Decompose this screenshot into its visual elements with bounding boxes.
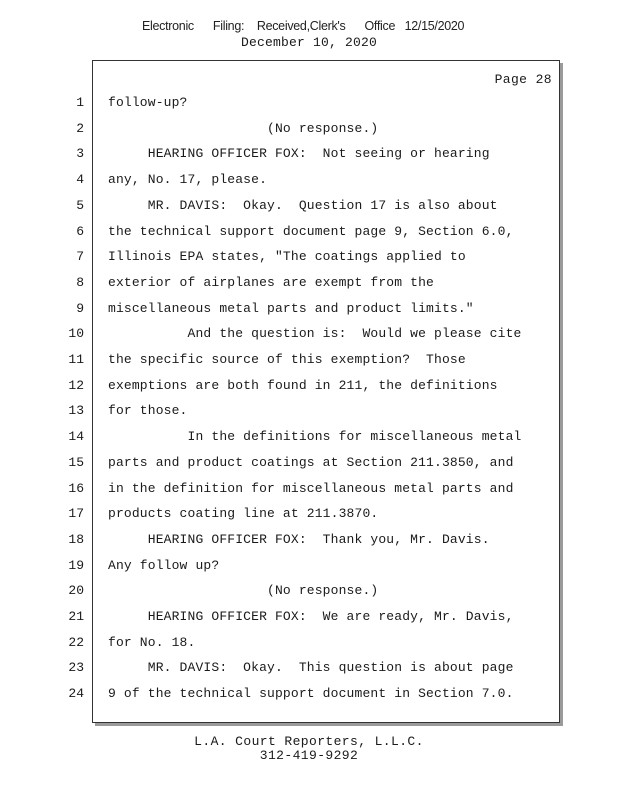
line-number: 7: [76, 249, 84, 264]
line-number: 23: [68, 660, 84, 675]
line-number: 12: [68, 378, 84, 393]
line-text: (No response.): [108, 583, 379, 598]
line-number: 24: [68, 686, 84, 701]
line-number: 10: [68, 326, 84, 341]
line-text: for No. 18.: [108, 635, 196, 650]
page-number: Page 28: [494, 72, 552, 87]
line-number: 19: [68, 558, 84, 573]
line-text: HEARING OFFICER FOX: Thank you, Mr. Davis.: [108, 532, 490, 547]
line-number: 13: [68, 403, 84, 418]
line-number: 15: [68, 455, 84, 470]
line-number: 2: [76, 121, 84, 136]
line-text: follow-up?: [108, 95, 188, 110]
line-number: 6: [76, 224, 84, 239]
line-text: exterior of airplanes are exempt from the: [108, 275, 435, 290]
line-text: MR. DAVIS: Okay. This question is about page: [108, 660, 514, 675]
filing-stamp: Electronic Filing: Received,Clerk's Office 12/15/2020: [142, 19, 465, 33]
line-number: 14: [68, 429, 84, 444]
line-number: 9: [76, 301, 84, 316]
line-text: Any follow up?: [108, 558, 220, 573]
line-number: 21: [68, 609, 84, 624]
reporter-company: L.A. Court Reporters, L.L.C.: [194, 734, 424, 749]
line-text: Illinois EPA states, "The coatings applied to: [108, 249, 466, 264]
reporter-phone: 312-419-9292: [259, 748, 359, 763]
line-number: 20: [68, 583, 84, 598]
line-text: any, No. 17, please.: [108, 172, 268, 187]
line-number: 16: [68, 481, 84, 496]
line-number: 18: [68, 532, 84, 547]
line-number: 5: [76, 198, 84, 213]
line-text: exemptions are both found in 211, the definitions: [108, 378, 498, 393]
line-text: HEARING OFFICER FOX: Not seeing or hearing: [108, 146, 490, 161]
line-text: for those.: [108, 403, 188, 418]
line-text: MR. DAVIS: Okay. Question 17 is also about: [108, 198, 498, 213]
line-text: in the definition for miscellaneous metal parts and: [108, 481, 514, 496]
line-text: the technical support document page 9, Section 6.0,: [108, 224, 514, 239]
line-text: And the question is: Would we please cite: [108, 326, 522, 341]
line-text: 9 of the technical support document in Section 7.0.: [108, 686, 514, 701]
line-text: miscellaneous metal parts and product limits.": [108, 301, 474, 316]
line-text: the specific source of this exemption? Those: [108, 352, 466, 367]
line-number: 3: [76, 146, 84, 161]
line-text: (No response.): [108, 121, 379, 136]
line-number: 8: [76, 275, 84, 290]
line-text: In the definitions for miscellaneous metal: [108, 429, 522, 444]
line-text: products coating line at 211.3870.: [108, 506, 379, 521]
line-text: parts and product coatings at Section 211.3850, and: [108, 455, 514, 470]
line-number: 11: [68, 352, 84, 367]
line-number: 17: [68, 506, 84, 521]
transcript-date: December 10, 2020: [240, 35, 378, 50]
line-number: 22: [68, 635, 84, 650]
line-number: 4: [76, 172, 84, 187]
line-text: HEARING OFFICER FOX: We are ready, Mr. Davis,: [108, 609, 514, 624]
line-number: 1: [76, 95, 84, 110]
